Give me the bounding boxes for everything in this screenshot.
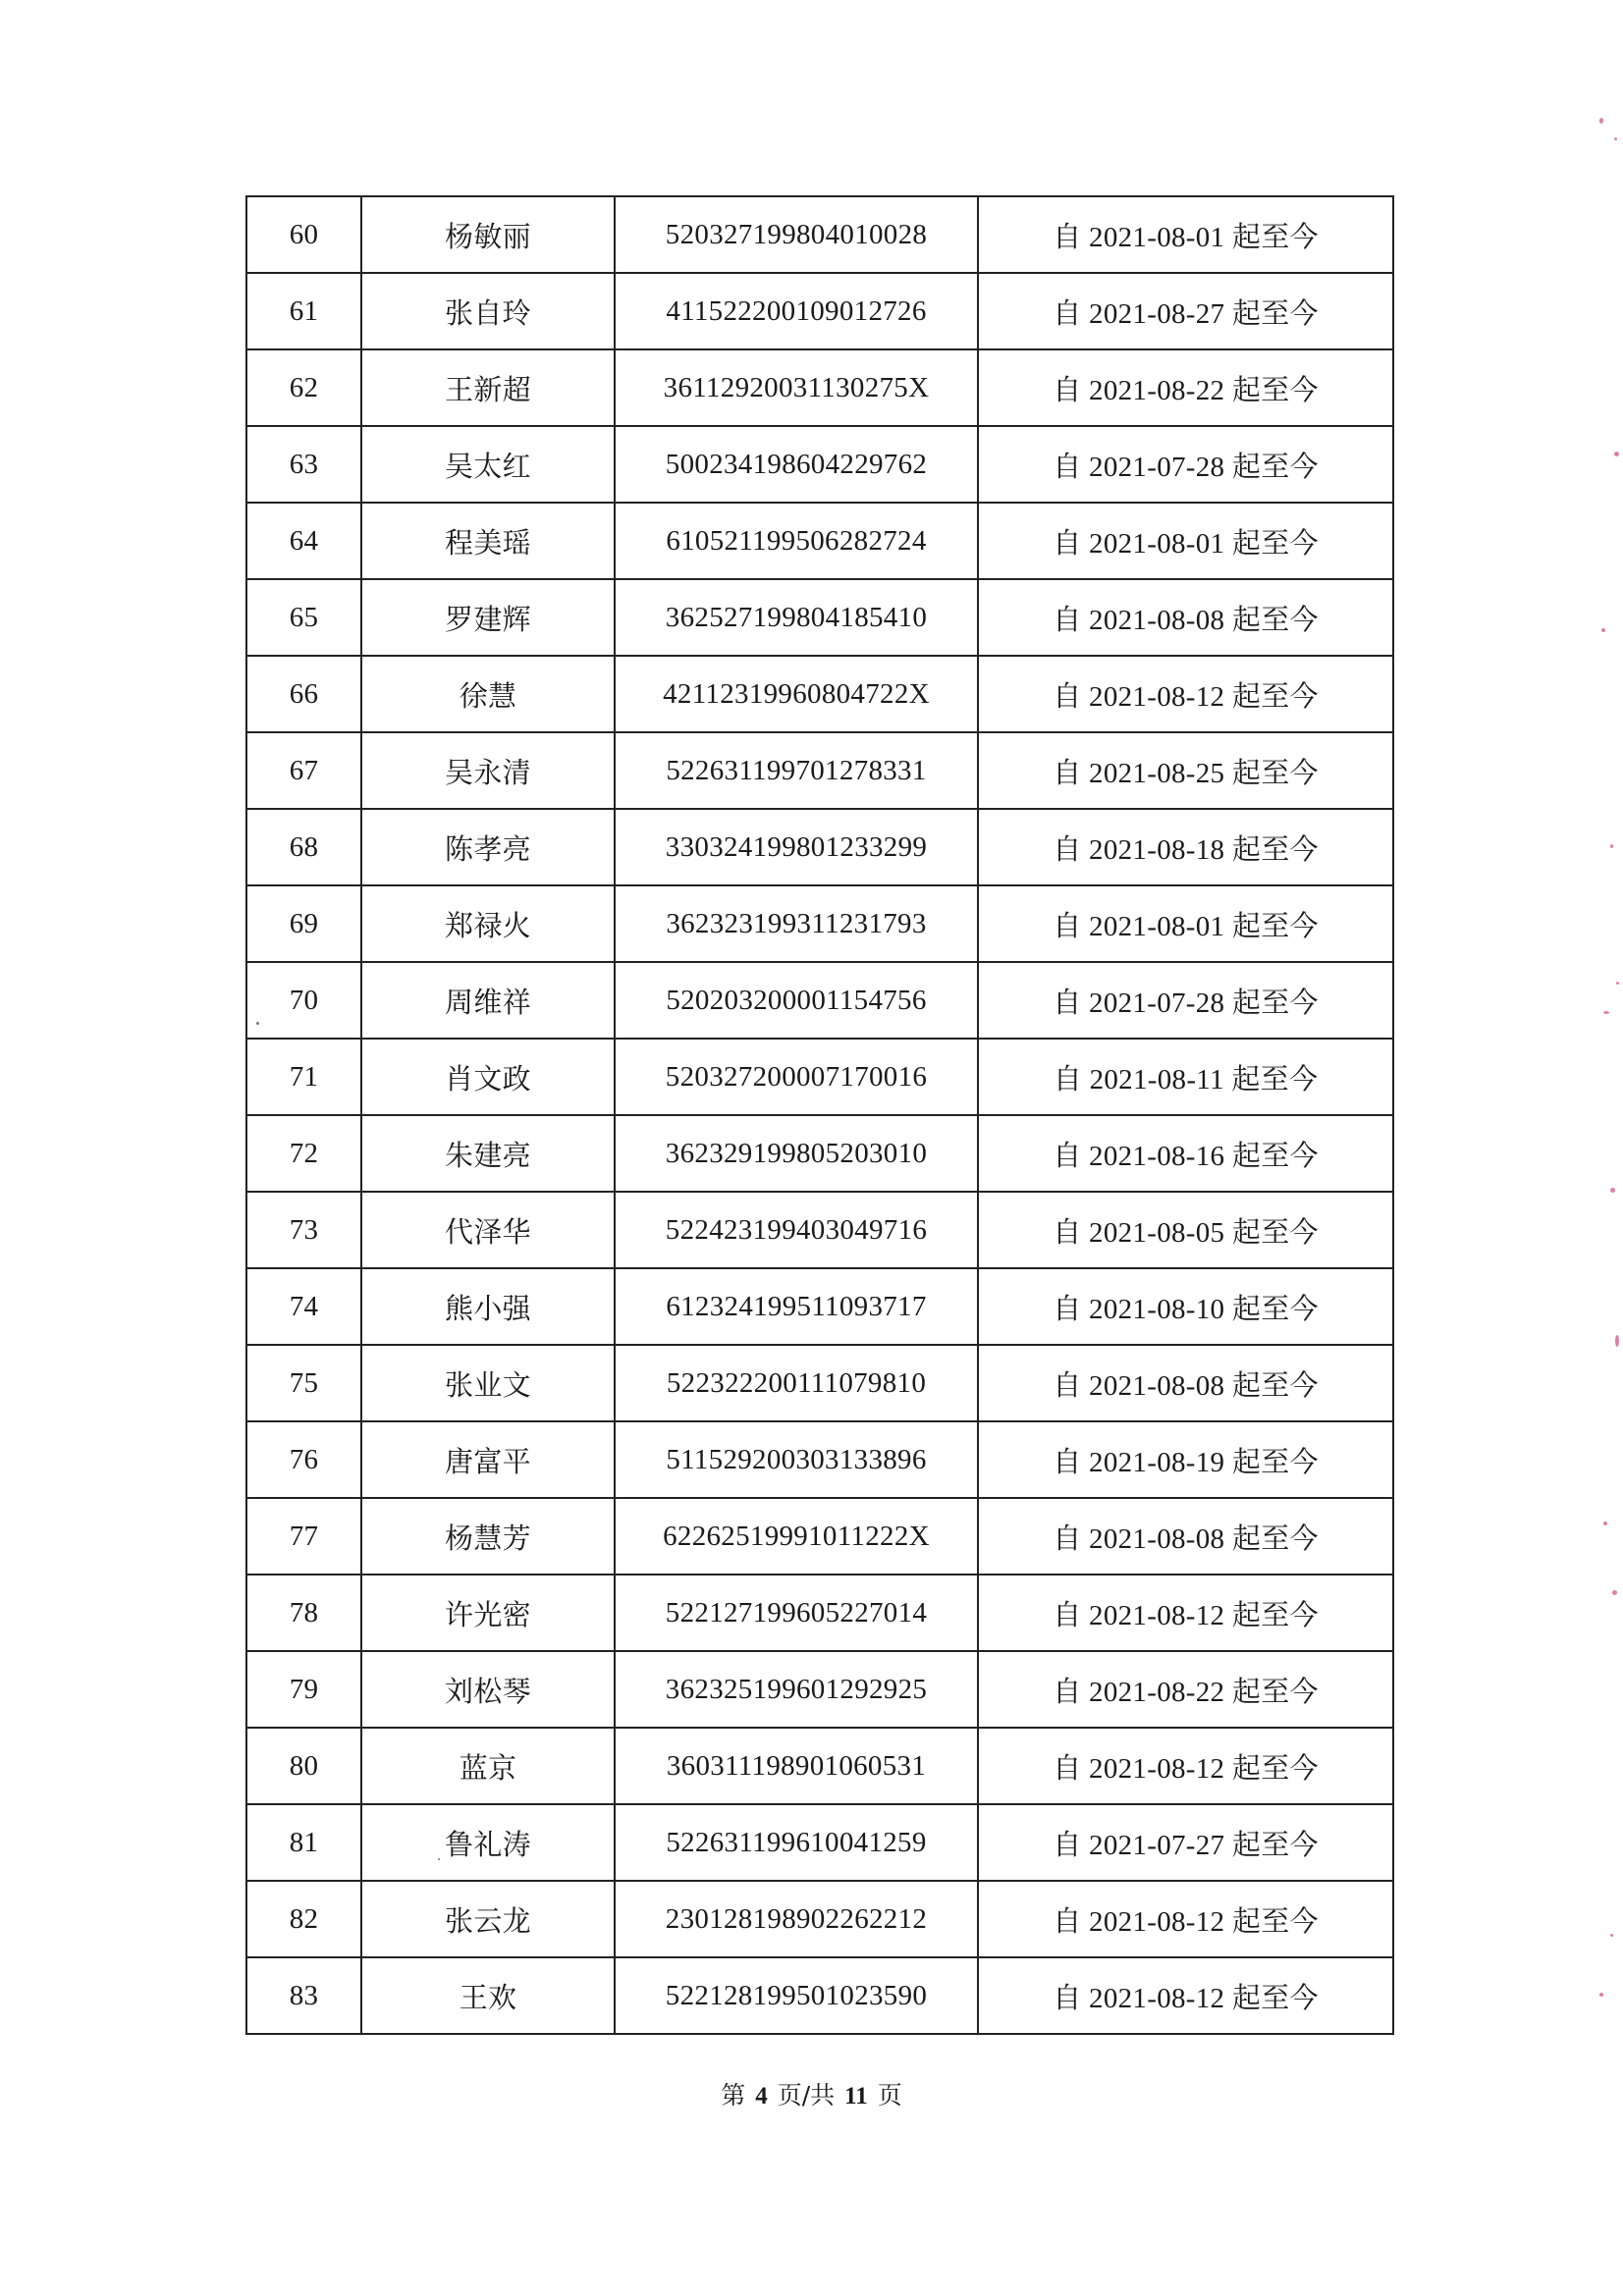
name-cell: 陈孝亮 (361, 809, 615, 885)
id-number-cell: 610521199506282724 (615, 503, 978, 579)
employment-period-cell: 自 2021-08-12 起至今 (978, 1957, 1393, 2034)
name-cell: 吴太红 (361, 426, 615, 503)
personnel-table (245, 195, 1394, 2035)
id-number-cell: 612324199511093717 (615, 1268, 978, 1345)
row-number-cell: 73 (246, 1192, 361, 1268)
employment-period-cell: 自 2021-08-12 起至今 (978, 656, 1393, 732)
id-number-cell: 522128199501023590 (615, 1957, 978, 2034)
table-row (246, 809, 1393, 885)
name-cell: 吴永清 (361, 732, 615, 809)
id-number-cell: 522322200111079810 (615, 1345, 978, 1421)
table-row (246, 732, 1393, 809)
table-row (246, 885, 1393, 962)
employment-period-cell: 自 2021-07-28 起至今 (978, 962, 1393, 1039)
footer-suffix: 页 (877, 2081, 902, 2109)
id-number-cell: 520327200007170016 (615, 1039, 978, 1115)
table-row (246, 1192, 1393, 1268)
row-number-cell: 62 (246, 349, 361, 426)
name-cell: 鲁礼涛 (361, 1804, 615, 1881)
table-row (246, 1881, 1393, 1957)
employment-period-cell: 自 2021-08-18 起至今 (978, 809, 1393, 885)
id-number-cell: 330324199801233299 (615, 809, 978, 885)
id-number-cell: 62262519991011222X (615, 1498, 978, 1575)
page-footer (0, 2076, 1623, 2111)
name-cell: 徐慧 (361, 656, 615, 732)
employment-period-cell: 自 2021-07-27 起至今 (978, 1804, 1393, 1881)
employment-period-cell: 自 2021-08-25 起至今 (978, 732, 1393, 809)
id-number-cell: 500234198604229762 (615, 426, 978, 503)
name-cell: 程美瑶 (361, 503, 615, 579)
row-number-cell: 76 (246, 1421, 361, 1498)
row-number-cell: 71 (246, 1039, 361, 1115)
row-number-cell: 78 (246, 1575, 361, 1651)
employment-period-cell: 自 2021-08-01 起至今 (978, 196, 1393, 273)
row-number-cell: 72 (246, 1115, 361, 1192)
table-row (246, 962, 1393, 1039)
id-number-cell: 362325199601292925 (615, 1651, 978, 1728)
table-row (246, 503, 1393, 579)
table-row (246, 426, 1393, 503)
scan-speck (256, 1022, 259, 1025)
name-cell: 刘松琴 (361, 1651, 615, 1728)
table-row (246, 1575, 1393, 1651)
name-cell: 朱建亮 (361, 1115, 615, 1192)
row-number-cell: 66 (246, 656, 361, 732)
row-number-cell: 68 (246, 809, 361, 885)
table-row (246, 1039, 1393, 1115)
row-number-cell: 83 (246, 1957, 361, 2034)
employment-period-cell: 自 2021-08-16 起至今 (978, 1115, 1393, 1192)
name-cell: 罗建辉 (361, 579, 615, 656)
employment-period-cell: 自 2021-08-12 起至今 (978, 1728, 1393, 1804)
seal-edge-marks (1588, 98, 1623, 2160)
employment-period-cell: 自 2021-08-11 起至今 (978, 1039, 1393, 1115)
table-row (246, 273, 1393, 349)
name-cell: 王新超 (361, 349, 615, 426)
personnel-table-body (246, 196, 1393, 2034)
employment-period-cell: 自 2021-08-01 起至今 (978, 503, 1393, 579)
row-number-cell: 80 (246, 1728, 361, 1804)
table-row (246, 1498, 1393, 1575)
name-cell: 张业文 (361, 1345, 615, 1421)
row-number-cell: 67 (246, 732, 361, 809)
row-number-cell: 63 (246, 426, 361, 503)
footer-current-page: 4 (755, 2083, 768, 2109)
employment-period-cell: 自 2021-08-08 起至今 (978, 1345, 1393, 1421)
id-number-cell: 522127199605227014 (615, 1575, 978, 1651)
name-cell: 杨慧芳 (361, 1498, 615, 1575)
name-cell: 周维祥 (361, 962, 615, 1039)
id-number-cell: 522423199403049716 (615, 1192, 978, 1268)
id-number-cell: 360311198901060531 (615, 1728, 978, 1804)
table-row (246, 1345, 1393, 1421)
id-number-cell: 511529200303133896 (615, 1421, 978, 1498)
id-number-cell: 411522200109012726 (615, 273, 978, 349)
name-cell: 熊小强 (361, 1268, 615, 1345)
row-number-cell: 75 (246, 1345, 361, 1421)
employment-period-cell: 自 2021-08-19 起至今 (978, 1421, 1393, 1498)
name-cell: 代泽华 (361, 1192, 615, 1268)
name-cell: 张云龙 (361, 1881, 615, 1957)
table-row (246, 1957, 1393, 2034)
row-number-cell: 82 (246, 1881, 361, 1957)
row-number-cell: 74 (246, 1268, 361, 1345)
table-row (246, 1268, 1393, 1345)
id-number-cell: 522631199610041259 (615, 1804, 978, 1881)
row-number-cell: 64 (246, 503, 361, 579)
table-row (246, 1728, 1393, 1804)
employment-period-cell: 自 2021-08-08 起至今 (978, 1498, 1393, 1575)
table-row (246, 196, 1393, 273)
employment-period-cell: 自 2021-08-22 起至今 (978, 1651, 1393, 1728)
employment-period-cell: 自 2021-08-22 起至今 (978, 349, 1393, 426)
employment-period-cell: 自 2021-08-27 起至今 (978, 273, 1393, 349)
employment-period-cell: 自 2021-08-05 起至今 (978, 1192, 1393, 1268)
row-number-cell: 77 (246, 1498, 361, 1575)
name-cell: 王欢 (361, 1957, 615, 2034)
id-number-cell: 36112920031130275X (615, 349, 978, 426)
id-number-cell: 522631199701278331 (615, 732, 978, 809)
id-number-cell: 42112319960804722X (615, 656, 978, 732)
table-row (246, 1804, 1393, 1881)
row-number-cell: 69 (246, 885, 361, 962)
scan-speck (438, 1858, 440, 1860)
name-cell: 郑禄火 (361, 885, 615, 962)
footer-prefix: 第 (721, 2081, 746, 2109)
name-cell: 许光密 (361, 1575, 615, 1651)
row-number-cell: 81 (246, 1804, 361, 1881)
id-number-cell: 520327199804010028 (615, 196, 978, 273)
name-cell: 蓝京 (361, 1728, 615, 1804)
name-cell: 唐富平 (361, 1421, 615, 1498)
name-cell: 肖文政 (361, 1039, 615, 1115)
id-number-cell: 362323199311231793 (615, 885, 978, 962)
employment-period-cell: 自 2021-08-01 起至今 (978, 885, 1393, 962)
table-row (246, 1651, 1393, 1728)
table-row (246, 1115, 1393, 1192)
id-number-cell: 362329199805203010 (615, 1115, 978, 1192)
table-row (246, 656, 1393, 732)
id-number-cell: 230128198902262212 (615, 1881, 978, 1957)
table-row (246, 349, 1393, 426)
row-number-cell: 79 (246, 1651, 361, 1728)
table-row (246, 1421, 1393, 1498)
row-number-cell: 60 (246, 196, 361, 273)
name-cell: 张自玲 (361, 273, 615, 349)
footer-middle: 页/共 (777, 2081, 836, 2109)
row-number-cell: 61 (246, 273, 361, 349)
employment-period-cell: 自 2021-08-10 起至今 (978, 1268, 1393, 1345)
id-number-cell: 362527199804185410 (615, 579, 978, 656)
row-number-cell: 65 (246, 579, 361, 656)
employment-period-cell: 自 2021-07-28 起至今 (978, 426, 1393, 503)
row-number-cell: 70 (246, 962, 361, 1039)
employment-period-cell: 自 2021-08-08 起至今 (978, 579, 1393, 656)
table-row (246, 579, 1393, 656)
employment-period-cell: 自 2021-08-12 起至今 (978, 1575, 1393, 1651)
footer-total-pages: 11 (844, 2083, 868, 2109)
id-number-cell: 520203200001154756 (615, 962, 978, 1039)
name-cell: 杨敏丽 (361, 196, 615, 273)
employment-period-cell: 自 2021-08-12 起至今 (978, 1881, 1393, 1957)
